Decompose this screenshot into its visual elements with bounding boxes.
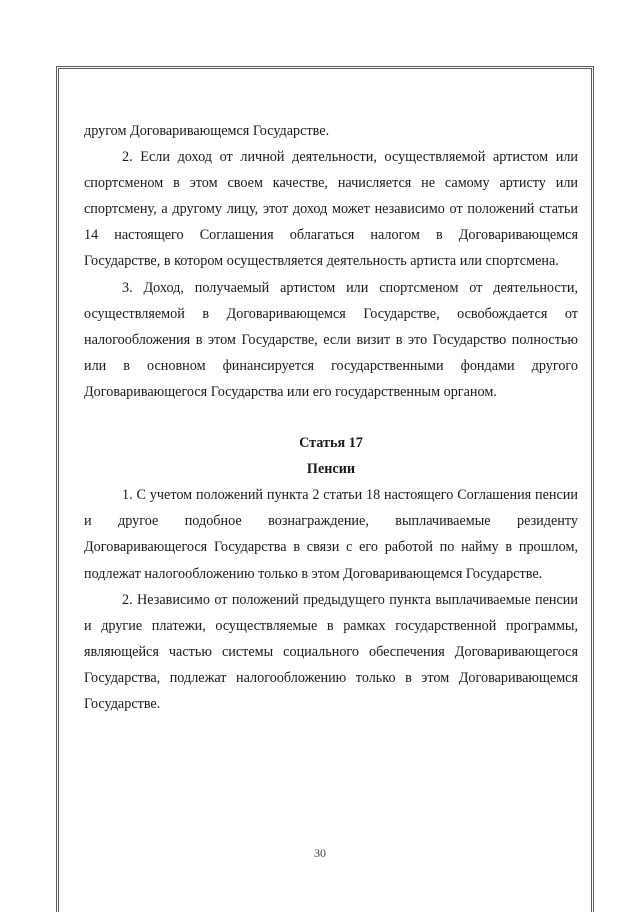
article-title-heading: Пенсии [306,461,356,478]
paragraph-pension-2: 2. Независимо от положений предыдущего пункта выплачиваемые пенсии и другие платежи, осуществляемые в рамках государственной программы, являющейся частью системы социального обеспечения Договаривающегося Государства, подлежат налогообложению только в этом Договаривающемся Государстве. [84,591,578,712]
paragraph-item-2: 2. Если доход от личной деятельности, осуществляемой артистом или спортсменом в этом своем качестве, начисляется не самому артисту или спортсмену, а другому лицу, этот доход может независимо от положений статьи 14 настоящего Соглашения облагаться налогом в Договаривающемся Государстве, в котором осуществляется деятельность артиста или спортсмена. [84,149,578,270]
paragraph-item-3: 3. Доход, получаемый артистом или спортсменом от деятельности, осуществляемой в Договаривающемся Государстве, освобождается от налогообложения в этом Государстве, если визит в это Государство полностью или в основном финансируется государственными фондами другого Договаривающегося Государства или его государственным органом. [84,279,578,400]
section-spacer [84,405,578,430]
paragraph-pension-1: 1. С учетом положений пункта 2 статьи 18 настоящего Соглашения пенсии и другое подобное вознаграждение, выплачиваемые резиденту Договаривающегося Государства в связи с его работой по найму в прошлом, подлежат налогообложению только в этом Договаривающемся Государстве. [84,487,578,582]
article-number-heading: Статья 17 [299,435,363,452]
paragraph-continuation: другом Договаривающемся Государстве. [84,123,330,139]
page-number: 30 [314,846,326,860]
document-body [84,118,578,717]
